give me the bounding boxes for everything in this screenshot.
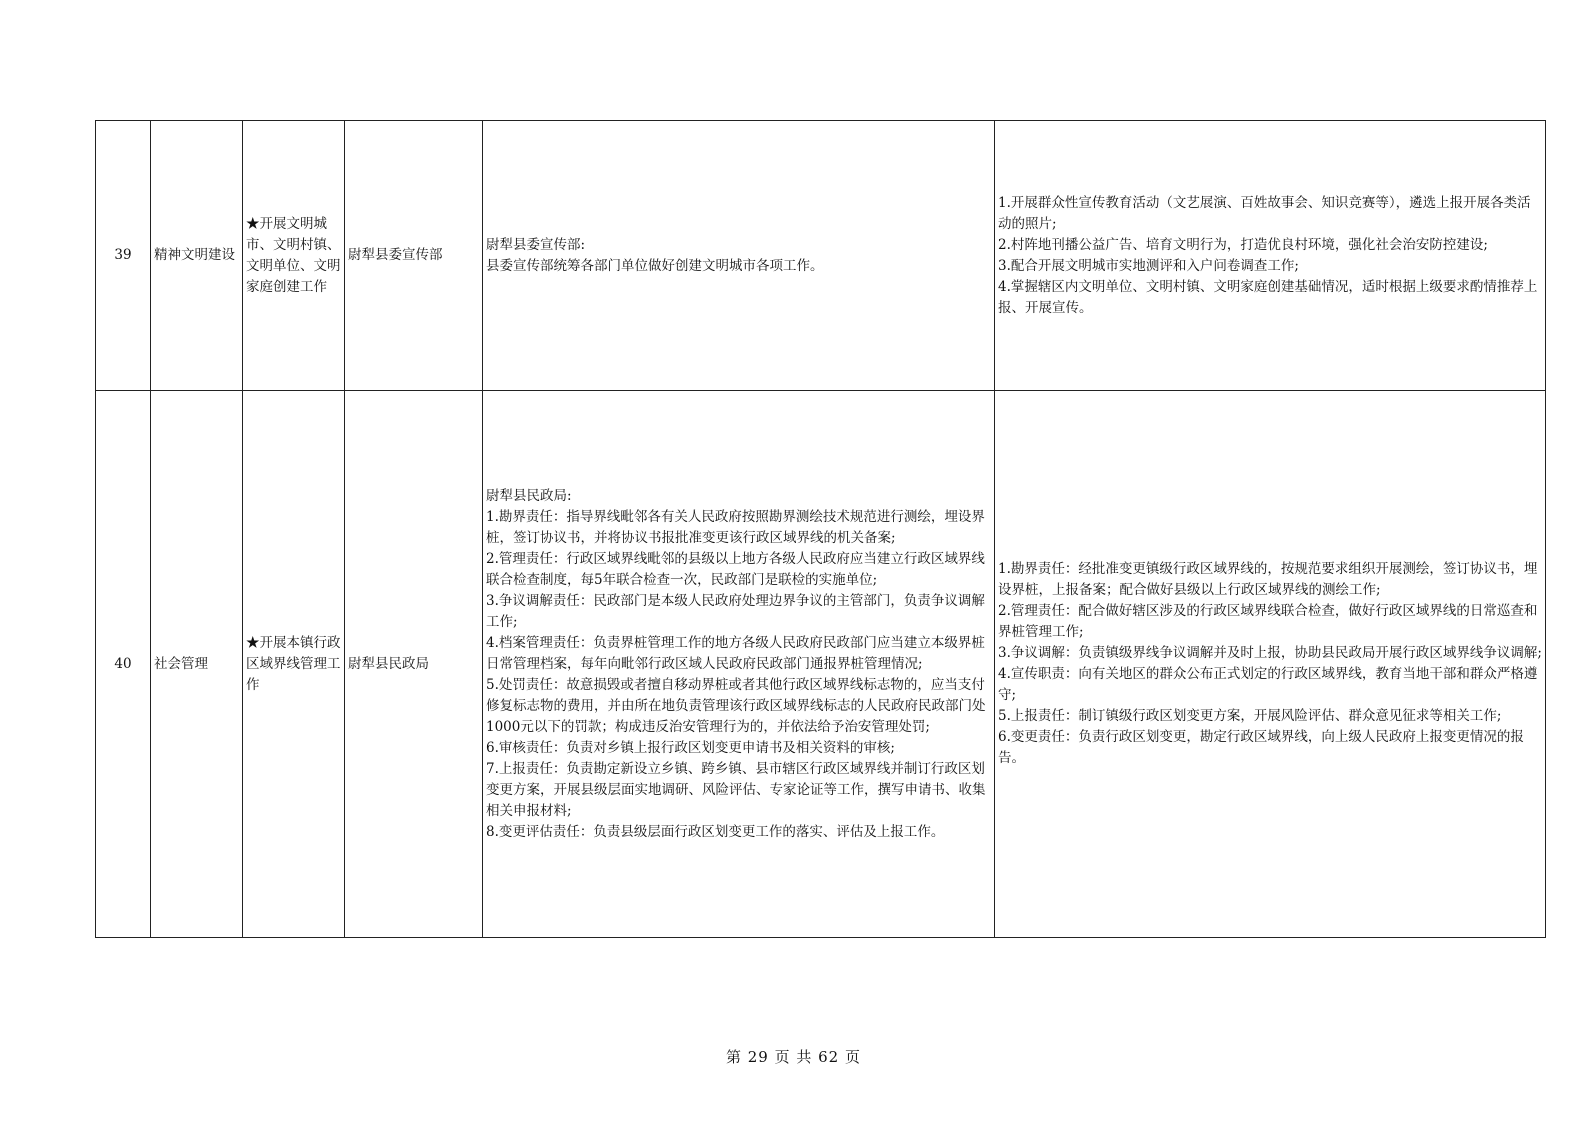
town-duty-line: 5.上报责任：制订镇级行政区划变更方案，开展风险评估、群众意见征求等相关工作; (998, 708, 1502, 724)
county-duty-line: 4.档案管理责任：负责界桩管理工作的地方各级人民政府民政部门应当建立本级界桩日常管理档案，每年向毗邻行政区域人民政府民政部门通报界桩管理情况; (486, 634, 985, 672)
county-duties-cell (483, 121, 995, 391)
responsibility-table (95, 120, 1546, 938)
town-duty-line: 6.变更责任：负责行政区划变更，勘定行政区域界线，向上级人民政府上报变更情况的报告。 (998, 729, 1524, 766)
town-duty-line: 1.勘界责任：经批准变更镇级行政区域界线的，按规范要求组织开展测绘，签订协议书，埋设界桩，上报备案；配合做好县级以上行政区域界线的测绘工作; (998, 561, 1538, 598)
row-number: 40 (96, 391, 151, 938)
town-duty-line: 3.争议调解：负责镇级界线争议调解并及时上报，协助县民政局开展行政区域界线争议调解; (998, 645, 1542, 661)
county-duty-line: 1.勘界责任：指导界线毗邻各有关人民政府按照勘界测绘技术规范进行测绘，埋设界桩，签订协议书，并将协议书报批准变更该行政区域界线的机关备案; (486, 508, 985, 546)
county-duty-line: 尉犁县委宣传部: (486, 236, 586, 253)
county-duty-line: 5.处罚责任：故意损毁或者擅自移动界桩或者其他行政区域界线标志物的，应当支付修复标志物的费用，并由所在地负责管理该行政区域界线标志的人民政府民政部门处1000元以下的罚款；构成违反治安管理行为的，并依法给予治安管理处罚; (486, 676, 986, 735)
town-duties-cell (995, 121, 1546, 391)
town-duty-line: 3.配合开展文明城市实地测评和入户问卷调查工作; (998, 257, 1299, 274)
county-duty-line: 县委宣传部统筹各部门单位做好创建文明城市各项工作。 (486, 257, 824, 274)
row-number: 39 (96, 121, 151, 391)
county-duty-line: 2.管理责任：行政区域界线毗邻的县级以上地方各级人民政府应当建立行政区域界线联合检查制度，每5年联合检查一次，民政部门是联检的实施单位; (486, 550, 985, 588)
row-category: 社会管理 (151, 391, 243, 938)
town-duty-line: 2.村阵地刊播公益广告、培育文明行为，打造优良村环境，强化社会治安防控建设; (998, 236, 1488, 253)
county-duty-line: 7.上报责任：负责勘定新设立乡镇、跨乡镇、县市辖区行政区域界线并制订行政区划变更方案，开展县级层面实地调研、风险评估、专家论证等工作，撰写申请书、收集相关申报材料; (486, 760, 986, 819)
table-row (96, 121, 1546, 391)
page-number: 第 29 页 共 62 页 (725, 1048, 861, 1066)
county-duty-line: 6.审核责任：负责对乡镇上报行政区划变更申请书及相关资料的审核; (486, 739, 895, 756)
county-duty-line: 尉犁县民政局: (486, 487, 572, 504)
row-task: ★开展本镇行政区域界线管理工作 (243, 391, 345, 938)
town-duty-line: 2.管理责任：配合做好辖区涉及的行政区域界线联合检查，做好行政区域界线的日常巡查和界桩管理工作; (998, 603, 1538, 640)
town-duty-line: 4.宣传职责：向有关地区的群众公布正式划定的行政区域界线，教育当地干部和群众严格遵守; (998, 666, 1538, 703)
town-duties-cell (995, 391, 1546, 938)
row-category: 精神文明建设 (151, 121, 243, 391)
county-duty-line: 8.变更评估责任：负责县级层面行政区划变更工作的落实、评估及上报工作。 (486, 823, 945, 840)
row-department: 尉犁县民政局 (345, 391, 483, 938)
county-duties-cell (483, 391, 995, 938)
county-duty-line: 3.争议调解责任：民政部门是本级人民政府处理边界争议的主管部门，负责争议调解工作; (486, 592, 985, 630)
row-task: ★开展文明城市、文明村镇、文明单位、文明家庭创建工作 (243, 121, 345, 391)
town-duty-line: 4.掌握辖区内文明单位、文明村镇、文明家庭创建基础情况，适时根据上级要求酌情推荐上报、开展宣传。 (998, 278, 1538, 316)
row-department: 尉犁县委宣传部 (345, 121, 483, 391)
table-row (96, 391, 1546, 938)
town-duty-line: 1.开展群众性宣传教育活动（文艺展演、百姓故事会、知识竞赛等），遴选上报开展各类活动的照片; (998, 194, 1531, 232)
